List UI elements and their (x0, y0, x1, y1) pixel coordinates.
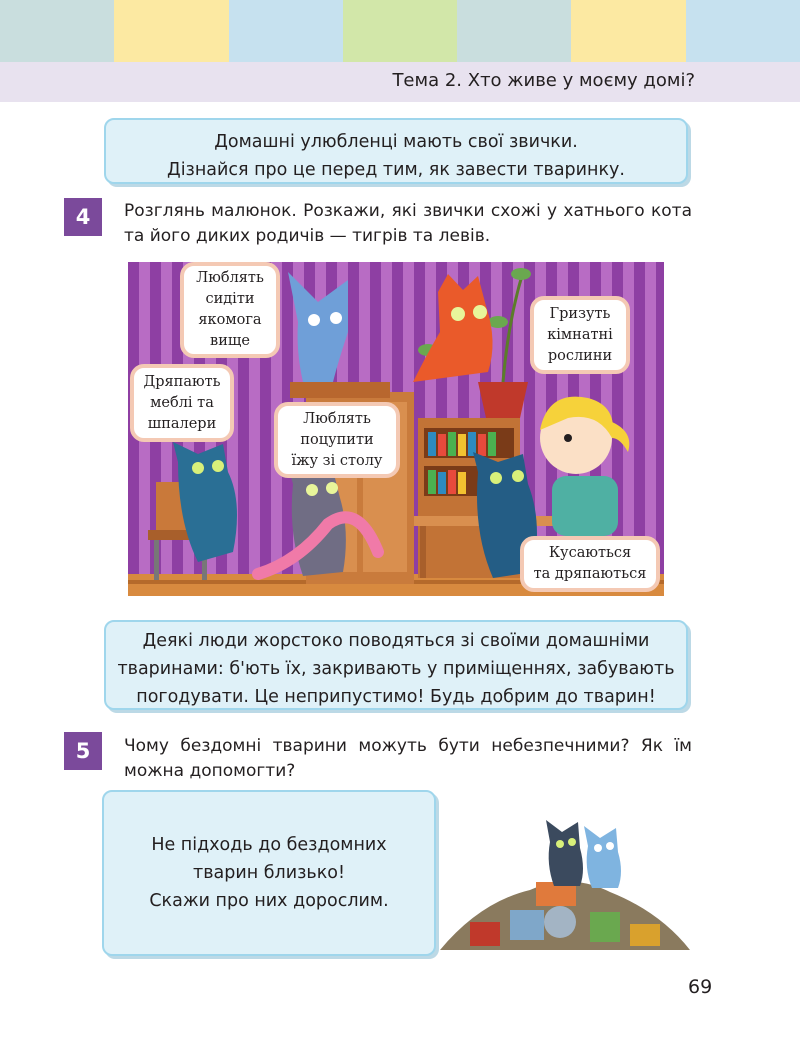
habit-bubble-sit-high (180, 262, 280, 358)
task-number-badge: 5 (64, 732, 102, 770)
header-stripe (457, 0, 571, 62)
header-stripe (114, 0, 228, 62)
task-5-text: Чому бездомні тварини можуть бути небезпечними? Як їм можна допомогти? (124, 736, 692, 781)
header-stripe (0, 0, 114, 62)
bubble-line: Люблять (303, 410, 371, 427)
habit-bubble-bite-scratch (520, 536, 660, 592)
header-stripes (0, 0, 800, 62)
advice-line: тварин близько! (193, 863, 345, 883)
advice-line: Скажи про них дорослим. (149, 891, 389, 911)
intro-line: Дізнайся про це перед тим, як завести тваринку. (167, 160, 625, 180)
bubble-line: та дряпаються (533, 566, 647, 582)
habit-bubble-steal-food (274, 402, 400, 478)
bubble-line: рослини (547, 347, 613, 364)
warning-line: погодувати. Це неприпустимо! Будь добрим до тварин! (136, 687, 656, 707)
header-stripe (686, 0, 800, 62)
bubble-line: кімнатні (547, 326, 613, 343)
bubble-line: поцупити (300, 431, 374, 448)
warning-line: тваринами: б'ють їх, закривають у приміщеннях, забувають (117, 659, 675, 679)
header-stripe (571, 0, 685, 62)
page-topic: Тема 2. Хто живе у моєму домі? (392, 70, 695, 91)
bubble-line: вище (210, 333, 250, 349)
header-stripe (343, 0, 457, 62)
bubble-line: їжу зі столу (291, 452, 383, 469)
advice-line: Не підходь до бездомних (151, 835, 387, 855)
bubble-line: шпалери (147, 415, 217, 432)
stray-cats-on-trash-image (440, 812, 692, 954)
task-number-badge: 4 (64, 198, 102, 236)
bubble-line: сидіти (205, 291, 255, 307)
habit-bubble-scratch-furniture (130, 364, 234, 442)
warning-info-box (104, 620, 688, 710)
bubble-line: меблі та (150, 394, 214, 411)
task-4-text: Розглянь малюнок. Розкажи, які звички схожі у хатнього кота та його диких родичів — тигрів та левів. (124, 201, 692, 246)
header-stripe (229, 0, 343, 62)
intro-info-box (104, 118, 688, 184)
advice-info-box (102, 790, 436, 956)
cats-illustration (128, 262, 664, 596)
intro-line: Домашні улюбленці мають свої звички. (214, 132, 578, 152)
bubble-line: Кусаються (548, 545, 632, 561)
bubble-line: Люблять (196, 270, 264, 286)
warning-line: Деякі люди жорстоко поводяться зі своїми домашніми (142, 631, 650, 651)
bubble-line: Гризуть (549, 305, 611, 322)
bubble-line: Дряпають (143, 373, 221, 390)
bubble-line: якомога (198, 312, 262, 328)
habit-bubble-chew-plants (530, 296, 630, 374)
page-number: 69 (688, 976, 713, 998)
